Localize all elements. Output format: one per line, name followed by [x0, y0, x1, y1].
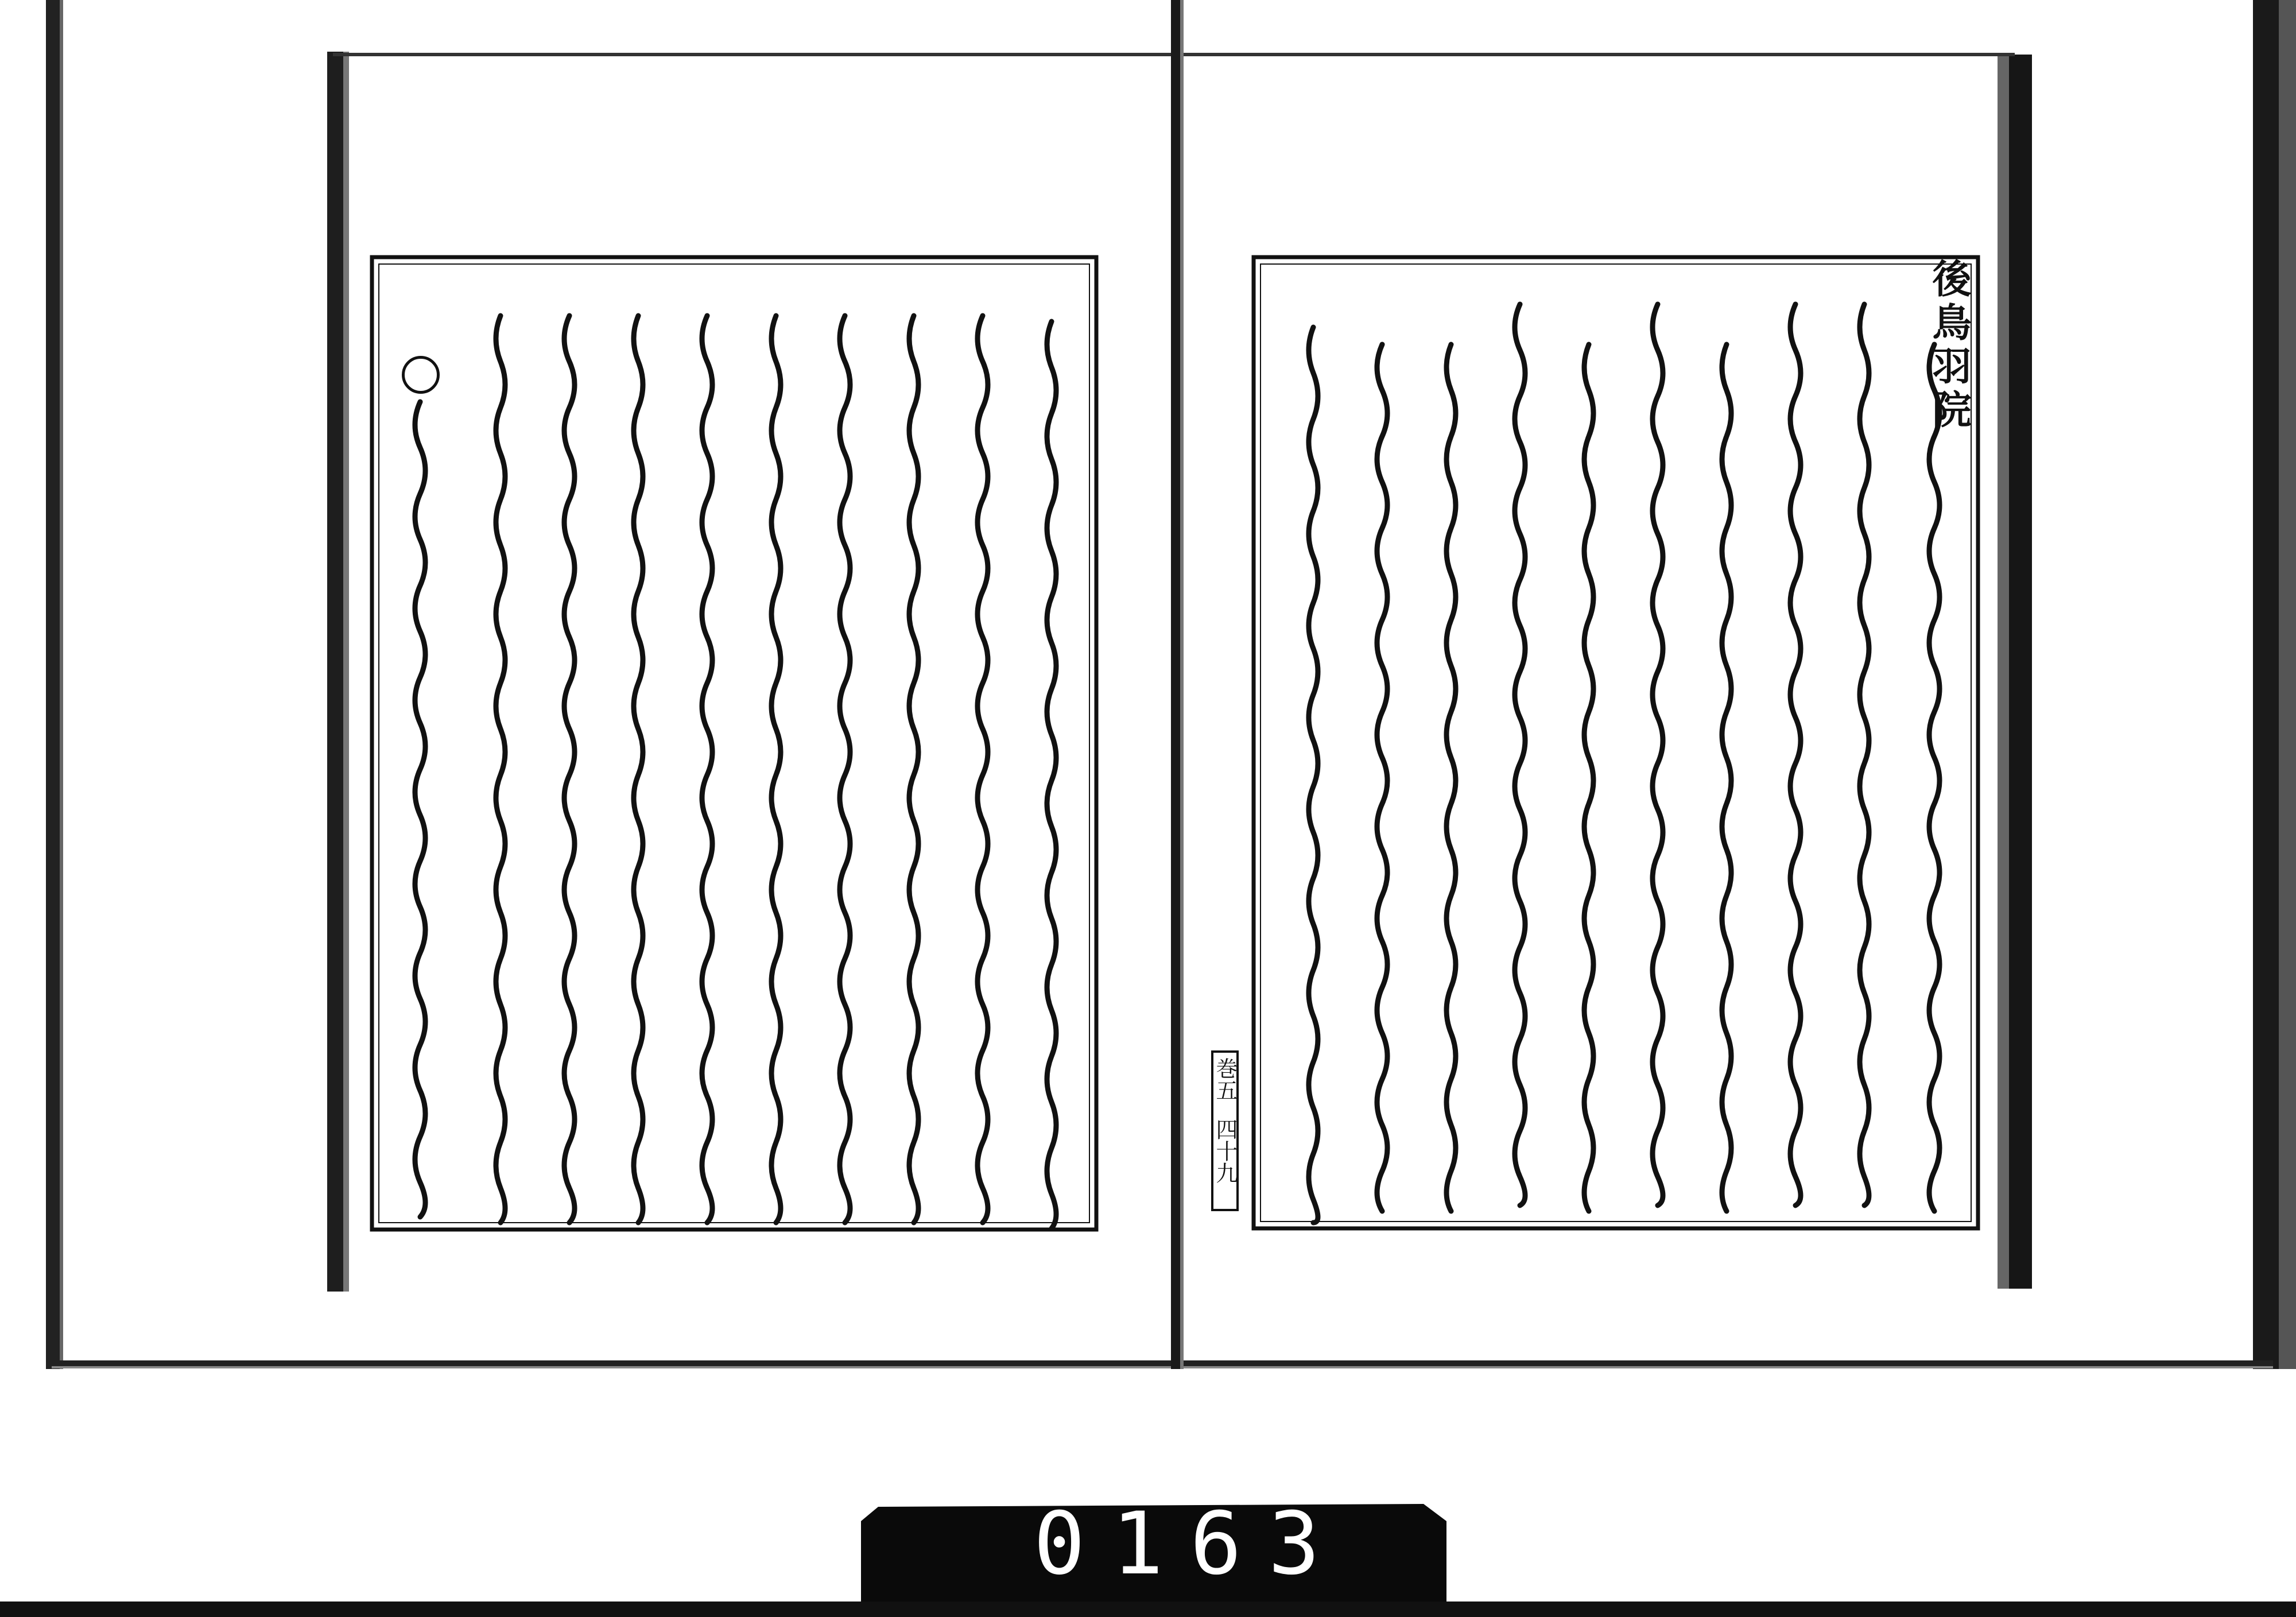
folio-label: 四十九	[1212, 1118, 1238, 1184]
frame-number	[999, 1494, 1355, 1594]
frame-digit: 6	[1190, 1494, 1242, 1594]
page-title: 後鳥羽院	[1926, 258, 1972, 433]
section-circle-mark	[402, 356, 440, 394]
frame-digit: 0	[1033, 1494, 1085, 1594]
gutter	[1171, 0, 1184, 1369]
frame-digit: 1	[1111, 1494, 1163, 1594]
fold-label	[1211, 1050, 1239, 1211]
volume-label: 巻五	[1212, 1057, 1238, 1101]
frame-digit: 3	[1268, 1494, 1320, 1594]
